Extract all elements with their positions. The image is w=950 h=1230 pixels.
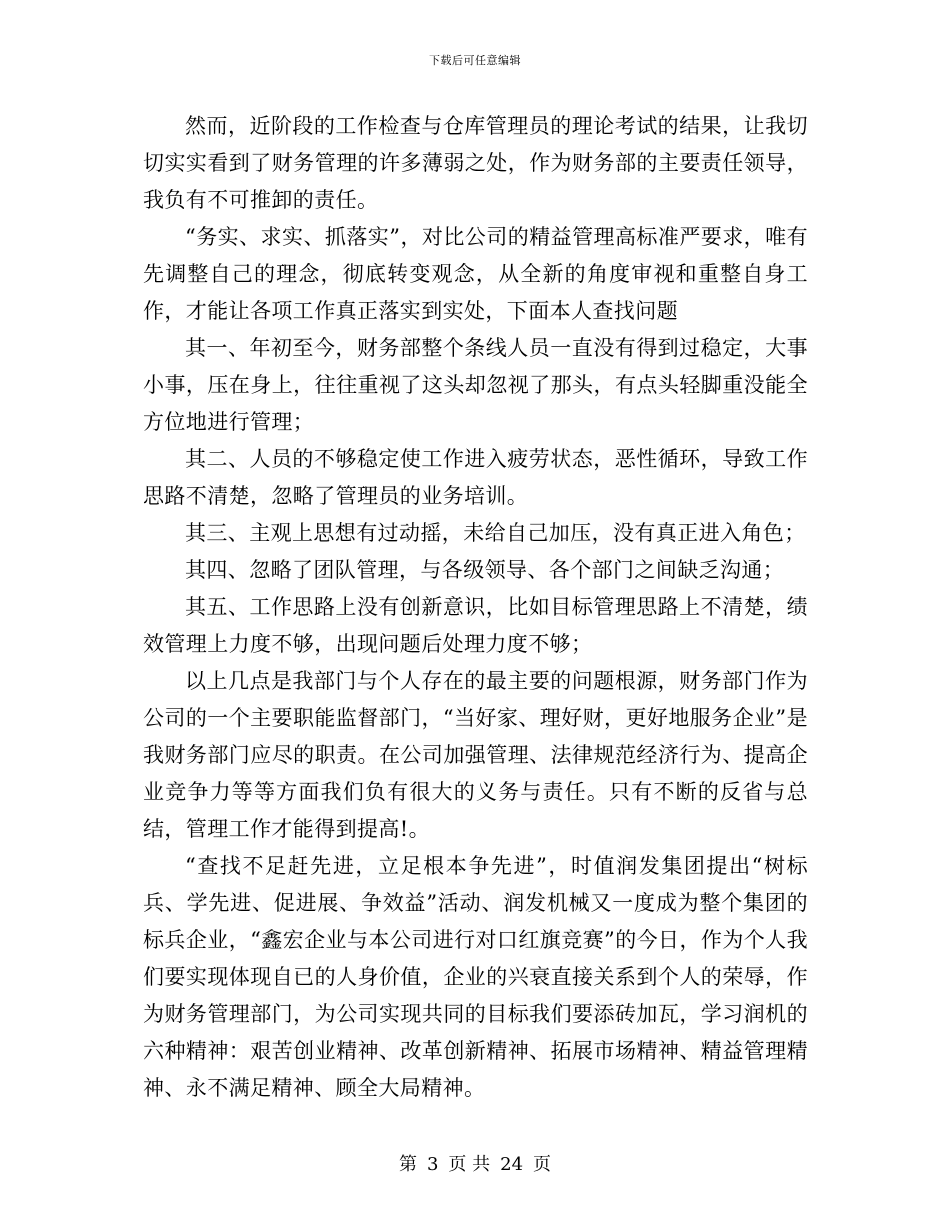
paragraph-6: 其四、忽略了团队管理，与各级领导、各个部门之间缺乏沟通； — [185, 558, 785, 582]
footer-prefix: 第 — [398, 1154, 417, 1175]
paragraph-4: 其二、人员的不够稳定使工作进入疲劳状态，恶性循环，导致工作思路不清楚，忽略了管理员的业务培训。 — [143, 447, 808, 508]
footer-total-pages: 24 — [500, 1154, 524, 1175]
document-body — [143, 108, 808, 1107]
paragraph-5: 其三、主观上思想有过动摇，未给自己加压，没有真正进入角色； — [185, 521, 806, 545]
page-header: 下载后可任意编辑 — [429, 54, 521, 67]
paragraph-7: 其五、工作思路上没有创新意识，比如目标管理思路上不清楚，绩效管理上力度不够，出现问题后处理力度不够； — [143, 595, 808, 656]
page-footer — [0, 1153, 950, 1177]
footer-page-number: 3 — [426, 1154, 439, 1175]
paragraph-8: 以上几点是我部门与个人存在的最主要的问题根源，财务部门作为公司的一个主要职能监督部门，“当好家、理好财，更好地服务企业”是我财务部门应尽的职责。在公司加强管理、法律规范经济行为、提高企业竞争力等等方面我们负有很大的义务与责任。只有不断的反省与总结，管理工作才能得到提高!。 — [143, 669, 808, 841]
footer-suffix: 页 — [533, 1154, 552, 1175]
footer-middle: 页 共 — [448, 1154, 491, 1175]
paragraph-9: “查找不足赶先进，立足根本争先进”，时值润发集团提出“树标兵、学先进、促进展、争效益”活动、润发机械又一度成为整个集团的标兵企业，“鑫宏企业与本公司进行对口红旗竞赛”的今日，作为个人我们要实现体现自已的人身价值，企业的兴衰直接关系到个人的荣辱，作为财务管理部门，为公司实现共同的目标我们要添砖加瓦，学习润机的六种精神：艰苦创业精神、改革创新精神、拓展市场精神、精益管理精神、永不满足精神、顾全大局精神。 — [143, 854, 808, 1100]
paragraph-3: 其一、年初至今，财务部整个条线人员一直没有得到过稳定，大事小事，压在身上，往往重视了这头却忽视了那头，有点头轻脚重没能全方位地进行管理； — [143, 336, 808, 434]
paragraph-1: 然而，近阶段的工作检查与仓库管理员的理论考试的结果，让我切切实实看到了财务管理的许多薄弱之处，作为财务部的主要责任领导，我负有不可推卸的责任。 — [143, 114, 808, 212]
paragraph-2: “务实、求实、抓落实”，对比公司的精益管理高标准严要求，唯有先调整自己的理念，彻底转变观念，从全新的角度审视和重整自身工作，才能让各项工作真正落实到实处，下面本人查找问题 — [143, 225, 808, 323]
